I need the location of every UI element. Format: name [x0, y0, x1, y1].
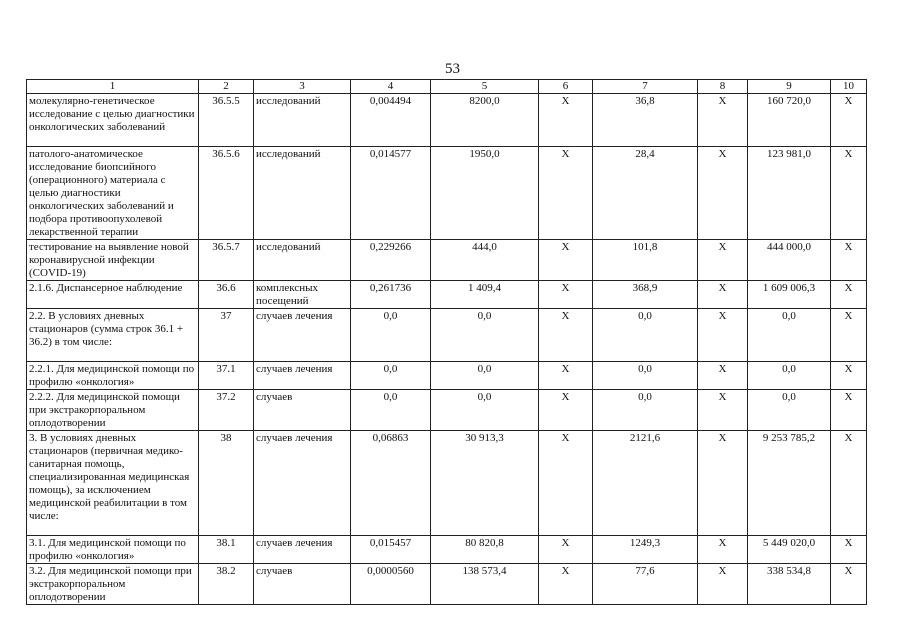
row-value-cell: 160 720,0: [748, 94, 831, 147]
row-value-cell: 1950,0: [431, 147, 539, 240]
column-header: 4: [351, 80, 431, 94]
row-value-cell: 138 573,4: [431, 564, 539, 605]
row-x-cell: X: [698, 281, 748, 309]
row-value-cell: 0,0: [748, 390, 831, 431]
row-name-cell: 3. В условиях дневных стационаров (первичная медико-санитарная помощь, специализированная медицинская помощь), за исключением медицинской реабилитации в том числе:: [27, 431, 199, 536]
row-value-cell: 0,0: [431, 362, 539, 390]
row-value-cell: 338 534,8: [748, 564, 831, 605]
row-x-cell: X: [831, 94, 867, 147]
row-value-cell: 0,0: [748, 362, 831, 390]
row-value-cell: 0,06863: [351, 431, 431, 536]
row-value-cell: 1249,3: [593, 536, 698, 564]
page-number: 53: [445, 61, 460, 77]
row-x-cell: X: [831, 147, 867, 240]
data-table: [26, 79, 867, 605]
row-code-cell: 38: [199, 431, 254, 536]
row-value-cell: 101,8: [593, 240, 698, 281]
row-x-cell: X: [539, 564, 593, 605]
row-x-cell: X: [698, 564, 748, 605]
row-unit-cell: случаев лечения: [254, 431, 351, 536]
row-code-cell: 38.2: [199, 564, 254, 605]
row-x-cell: X: [698, 240, 748, 281]
row-value-cell: 36,8: [593, 94, 698, 147]
table-row: [27, 309, 867, 362]
row-value-cell: 0,0: [431, 309, 539, 362]
table-row: [27, 431, 867, 536]
row-value-cell: 1 609 006,3: [748, 281, 831, 309]
row-value-cell: 0,004494: [351, 94, 431, 147]
row-value-cell: 80 820,8: [431, 536, 539, 564]
row-x-cell: X: [539, 431, 593, 536]
row-value-cell: 444,0: [431, 240, 539, 281]
row-value-cell: 5 449 020,0: [748, 536, 831, 564]
table-row: [27, 564, 867, 605]
row-name-cell: 2.1.6. Диспансерное наблюдение: [27, 281, 199, 309]
row-x-cell: X: [831, 536, 867, 564]
column-header: 1: [27, 80, 199, 94]
row-value-cell: 28,4: [593, 147, 698, 240]
row-x-cell: X: [539, 390, 593, 431]
column-header: 3: [254, 80, 351, 94]
row-x-cell: X: [831, 431, 867, 536]
table-row: [27, 390, 867, 431]
row-code-cell: 37.1: [199, 362, 254, 390]
row-name-cell: тестирование на выявление новой коронавирусной инфекции (COVID-19): [27, 240, 199, 281]
row-x-cell: X: [698, 147, 748, 240]
row-value-cell: 30 913,3: [431, 431, 539, 536]
row-value-cell: 9 253 785,2: [748, 431, 831, 536]
row-x-cell: X: [698, 94, 748, 147]
table-row: [27, 362, 867, 390]
row-name-cell: 2.2.1. Для медицинской помощи по профилю «онкология»: [27, 362, 199, 390]
table-row: [27, 240, 867, 281]
row-value-cell: 0,0000560: [351, 564, 431, 605]
row-code-cell: 36.5.5: [199, 94, 254, 147]
row-unit-cell: случаев лечения: [254, 309, 351, 362]
row-x-cell: X: [831, 240, 867, 281]
row-unit-cell: исследований: [254, 147, 351, 240]
row-unit-cell: исследований: [254, 240, 351, 281]
row-value-cell: 0,0: [431, 390, 539, 431]
row-x-cell: X: [831, 564, 867, 605]
row-unit-cell: случаев: [254, 564, 351, 605]
row-name-cell: патолого-анатомическое исследование биопсийного (операционного) материала с целью диагностики онкологических заболеваний и подбора противоопухолевой лекарственной терапии: [27, 147, 199, 240]
row-value-cell: 1 409,4: [431, 281, 539, 309]
row-value-cell: 0,0: [748, 309, 831, 362]
row-code-cell: 38.1: [199, 536, 254, 564]
row-x-cell: X: [698, 431, 748, 536]
row-x-cell: X: [698, 536, 748, 564]
row-x-cell: X: [539, 281, 593, 309]
row-code-cell: 37.2: [199, 390, 254, 431]
row-value-cell: 2121,6: [593, 431, 698, 536]
row-value-cell: 0,014577: [351, 147, 431, 240]
row-x-cell: X: [698, 390, 748, 431]
row-value-cell: 0,0: [351, 390, 431, 431]
row-name-cell: 2.2. В условиях дневных стационаров (сумма строк 36.1 + 36.2) в том числе:: [27, 309, 199, 362]
row-name-cell: 2.2.2. Для медицинской помощи при экстракорпоральном оплодотворении: [27, 390, 199, 431]
row-code-cell: 36.6: [199, 281, 254, 309]
row-code-cell: 36.5.6: [199, 147, 254, 240]
row-x-cell: X: [539, 536, 593, 564]
table-row: [27, 536, 867, 564]
row-x-cell: X: [831, 281, 867, 309]
row-value-cell: 123 981,0: [748, 147, 831, 240]
row-x-cell: X: [539, 94, 593, 147]
row-unit-cell: случаев лечения: [254, 362, 351, 390]
header-row: [27, 80, 867, 94]
row-value-cell: 0,261736: [351, 281, 431, 309]
row-value-cell: 8200,0: [431, 94, 539, 147]
column-header: 7: [593, 80, 698, 94]
table-row: [27, 147, 867, 240]
row-value-cell: 0,0: [593, 362, 698, 390]
row-value-cell: 0,015457: [351, 536, 431, 564]
row-x-cell: X: [539, 147, 593, 240]
row-unit-cell: случаев: [254, 390, 351, 431]
row-name-cell: 3.1. Для медицинской помощи по профилю «онкология»: [27, 536, 199, 564]
row-value-cell: 0,0: [593, 309, 698, 362]
row-value-cell: 0,229266: [351, 240, 431, 281]
row-unit-cell: исследований: [254, 94, 351, 147]
table-row: [27, 94, 867, 147]
row-value-cell: 0,0: [351, 362, 431, 390]
row-name-cell: молекулярно-генетическое исследование с целью диагностики онкологических заболеваний: [27, 94, 199, 147]
column-header: 9: [748, 80, 831, 94]
column-header: 10: [831, 80, 867, 94]
row-x-cell: X: [539, 362, 593, 390]
row-x-cell: X: [698, 309, 748, 362]
row-unit-cell: случаев лечения: [254, 536, 351, 564]
row-unit-cell: комплексных посещений: [254, 281, 351, 309]
row-code-cell: 37: [199, 309, 254, 362]
row-x-cell: X: [831, 390, 867, 431]
row-name-cell: 3.2. Для медицинской помощи при экстракорпоральном оплодотворении: [27, 564, 199, 605]
row-x-cell: X: [831, 309, 867, 362]
column-header: 2: [199, 80, 254, 94]
column-header: 5: [431, 80, 539, 94]
column-header: 6: [539, 80, 593, 94]
row-x-cell: X: [831, 362, 867, 390]
row-value-cell: 444 000,0: [748, 240, 831, 281]
column-header: 8: [698, 80, 748, 94]
row-x-cell: X: [698, 362, 748, 390]
row-value-cell: 0,0: [351, 309, 431, 362]
row-code-cell: 36.5.7: [199, 240, 254, 281]
row-x-cell: X: [539, 240, 593, 281]
row-x-cell: X: [539, 309, 593, 362]
row-value-cell: 0,0: [593, 390, 698, 431]
row-value-cell: 77,6: [593, 564, 698, 605]
table-row: [27, 281, 867, 309]
row-value-cell: 368,9: [593, 281, 698, 309]
